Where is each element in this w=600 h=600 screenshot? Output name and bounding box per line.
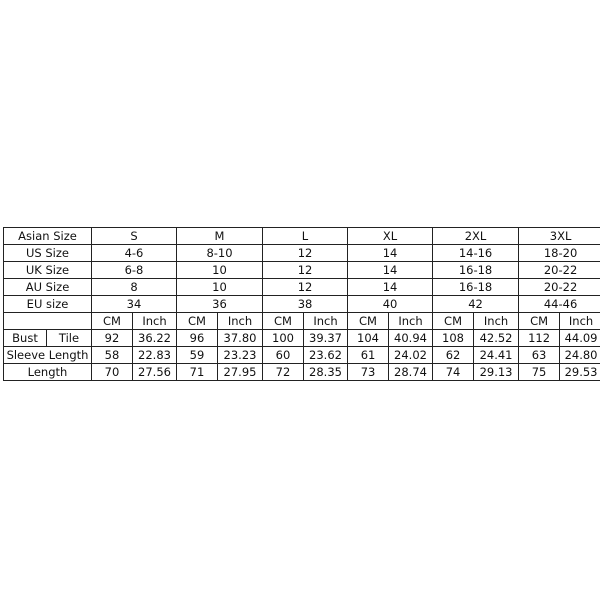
inch-value: 27.56 [133, 364, 177, 381]
inch-unit-header: Inch [304, 313, 348, 330]
au-size-row [4, 279, 600, 296]
size-cell: 2XL [433, 228, 519, 245]
inch-value: 40.94 [389, 330, 433, 347]
size-cell: 14 [348, 245, 433, 262]
size-cell: 12 [263, 279, 348, 296]
inch-unit-header: Inch [474, 313, 519, 330]
inch-value: 23.23 [218, 347, 263, 364]
size-cell: 42 [433, 296, 519, 313]
size-cell: 20-22 [519, 279, 600, 296]
cm-value: 104 [348, 330, 389, 347]
row-label: AU Size [4, 279, 92, 296]
size-cell: 12 [263, 262, 348, 279]
size-cell: 34 [92, 296, 177, 313]
inch-value: 29.53 [560, 364, 600, 381]
cm-value: 62 [433, 347, 474, 364]
size-cell: 16-18 [433, 262, 519, 279]
size-cell: S [92, 228, 177, 245]
cm-value: 108 [433, 330, 474, 347]
inch-value: 24.02 [389, 347, 433, 364]
size-cell: 44-46 [519, 296, 600, 313]
size-cell: 16-18 [433, 279, 519, 296]
row-label: EU size [4, 296, 92, 313]
size-cell: 36 [177, 296, 263, 313]
inch-value: 24.41 [474, 347, 519, 364]
length-row [4, 364, 600, 381]
cm-unit-header: CM [348, 313, 389, 330]
bust-sublabel: Tile [47, 330, 92, 347]
size-cell: 38 [263, 296, 348, 313]
unit-row [4, 313, 600, 330]
cm-unit-header: CM [519, 313, 560, 330]
inch-value: 37.80 [218, 330, 263, 347]
inch-value: 36.22 [133, 330, 177, 347]
inch-value: 44.09 [560, 330, 600, 347]
cm-value: 70 [92, 364, 133, 381]
size-cell: 8 [92, 279, 177, 296]
cm-value: 71 [177, 364, 218, 381]
cm-value: 112 [519, 330, 560, 347]
size-cell: 12 [263, 245, 348, 262]
inch-value: 28.35 [304, 364, 348, 381]
size-cell: 3XL [519, 228, 600, 245]
size-chart-table [3, 227, 600, 381]
cm-value: 75 [519, 364, 560, 381]
row-label: Asian Size [4, 228, 92, 245]
cm-unit-header: CM [433, 313, 474, 330]
cm-unit-header: CM [92, 313, 133, 330]
inch-value: 29.13 [474, 364, 519, 381]
size-cell: 14-16 [433, 245, 519, 262]
inch-unit-header: Inch [218, 313, 263, 330]
cm-value: 58 [92, 347, 133, 364]
us-size-row [4, 245, 600, 262]
bust-label: Bust [4, 330, 47, 347]
size-cell: 40 [348, 296, 433, 313]
cm-value: 100 [263, 330, 304, 347]
cm-value: 61 [348, 347, 389, 364]
cm-value: 72 [263, 364, 304, 381]
size-cell: 8-10 [177, 245, 263, 262]
inch-value: 24.80 [560, 347, 600, 364]
row-label: UK Size [4, 262, 92, 279]
cm-unit-header: CM [177, 313, 218, 330]
size-cell: L [263, 228, 348, 245]
uk-size-row [4, 262, 600, 279]
inch-value: 28.74 [389, 364, 433, 381]
sleeve-length-label: Sleeve Length [4, 347, 92, 364]
cm-value: 59 [177, 347, 218, 364]
size-cell: 10 [177, 262, 263, 279]
size-cell: XL [348, 228, 433, 245]
inch-unit-header: Inch [389, 313, 433, 330]
asian-size-row [4, 228, 600, 245]
cm-unit-header: CM [263, 313, 304, 330]
bust-row [4, 330, 600, 347]
length-label: Length [4, 364, 92, 381]
inch-value: 27.95 [218, 364, 263, 381]
size-cell: M [177, 228, 263, 245]
cm-value: 92 [92, 330, 133, 347]
size-cell: 6-8 [92, 262, 177, 279]
size-cell: 10 [177, 279, 263, 296]
size-cell: 4-6 [92, 245, 177, 262]
cm-value: 96 [177, 330, 218, 347]
eu-size-row [4, 296, 600, 313]
sleeve-length-row [4, 347, 600, 364]
size-cell: 14 [348, 279, 433, 296]
size-cell: 18-20 [519, 245, 600, 262]
inch-value: 23.62 [304, 347, 348, 364]
cm-value: 60 [263, 347, 304, 364]
inch-unit-header: Inch [133, 313, 177, 330]
cm-value: 73 [348, 364, 389, 381]
size-cell: 14 [348, 262, 433, 279]
inch-value: 22.83 [133, 347, 177, 364]
cm-value: 74 [433, 364, 474, 381]
size-cell: 20-22 [519, 262, 600, 279]
inch-value: 42.52 [474, 330, 519, 347]
blank-cell [4, 313, 92, 330]
row-label: US Size [4, 245, 92, 262]
inch-value: 39.37 [304, 330, 348, 347]
cm-value: 63 [519, 347, 560, 364]
inch-unit-header: Inch [560, 313, 600, 330]
